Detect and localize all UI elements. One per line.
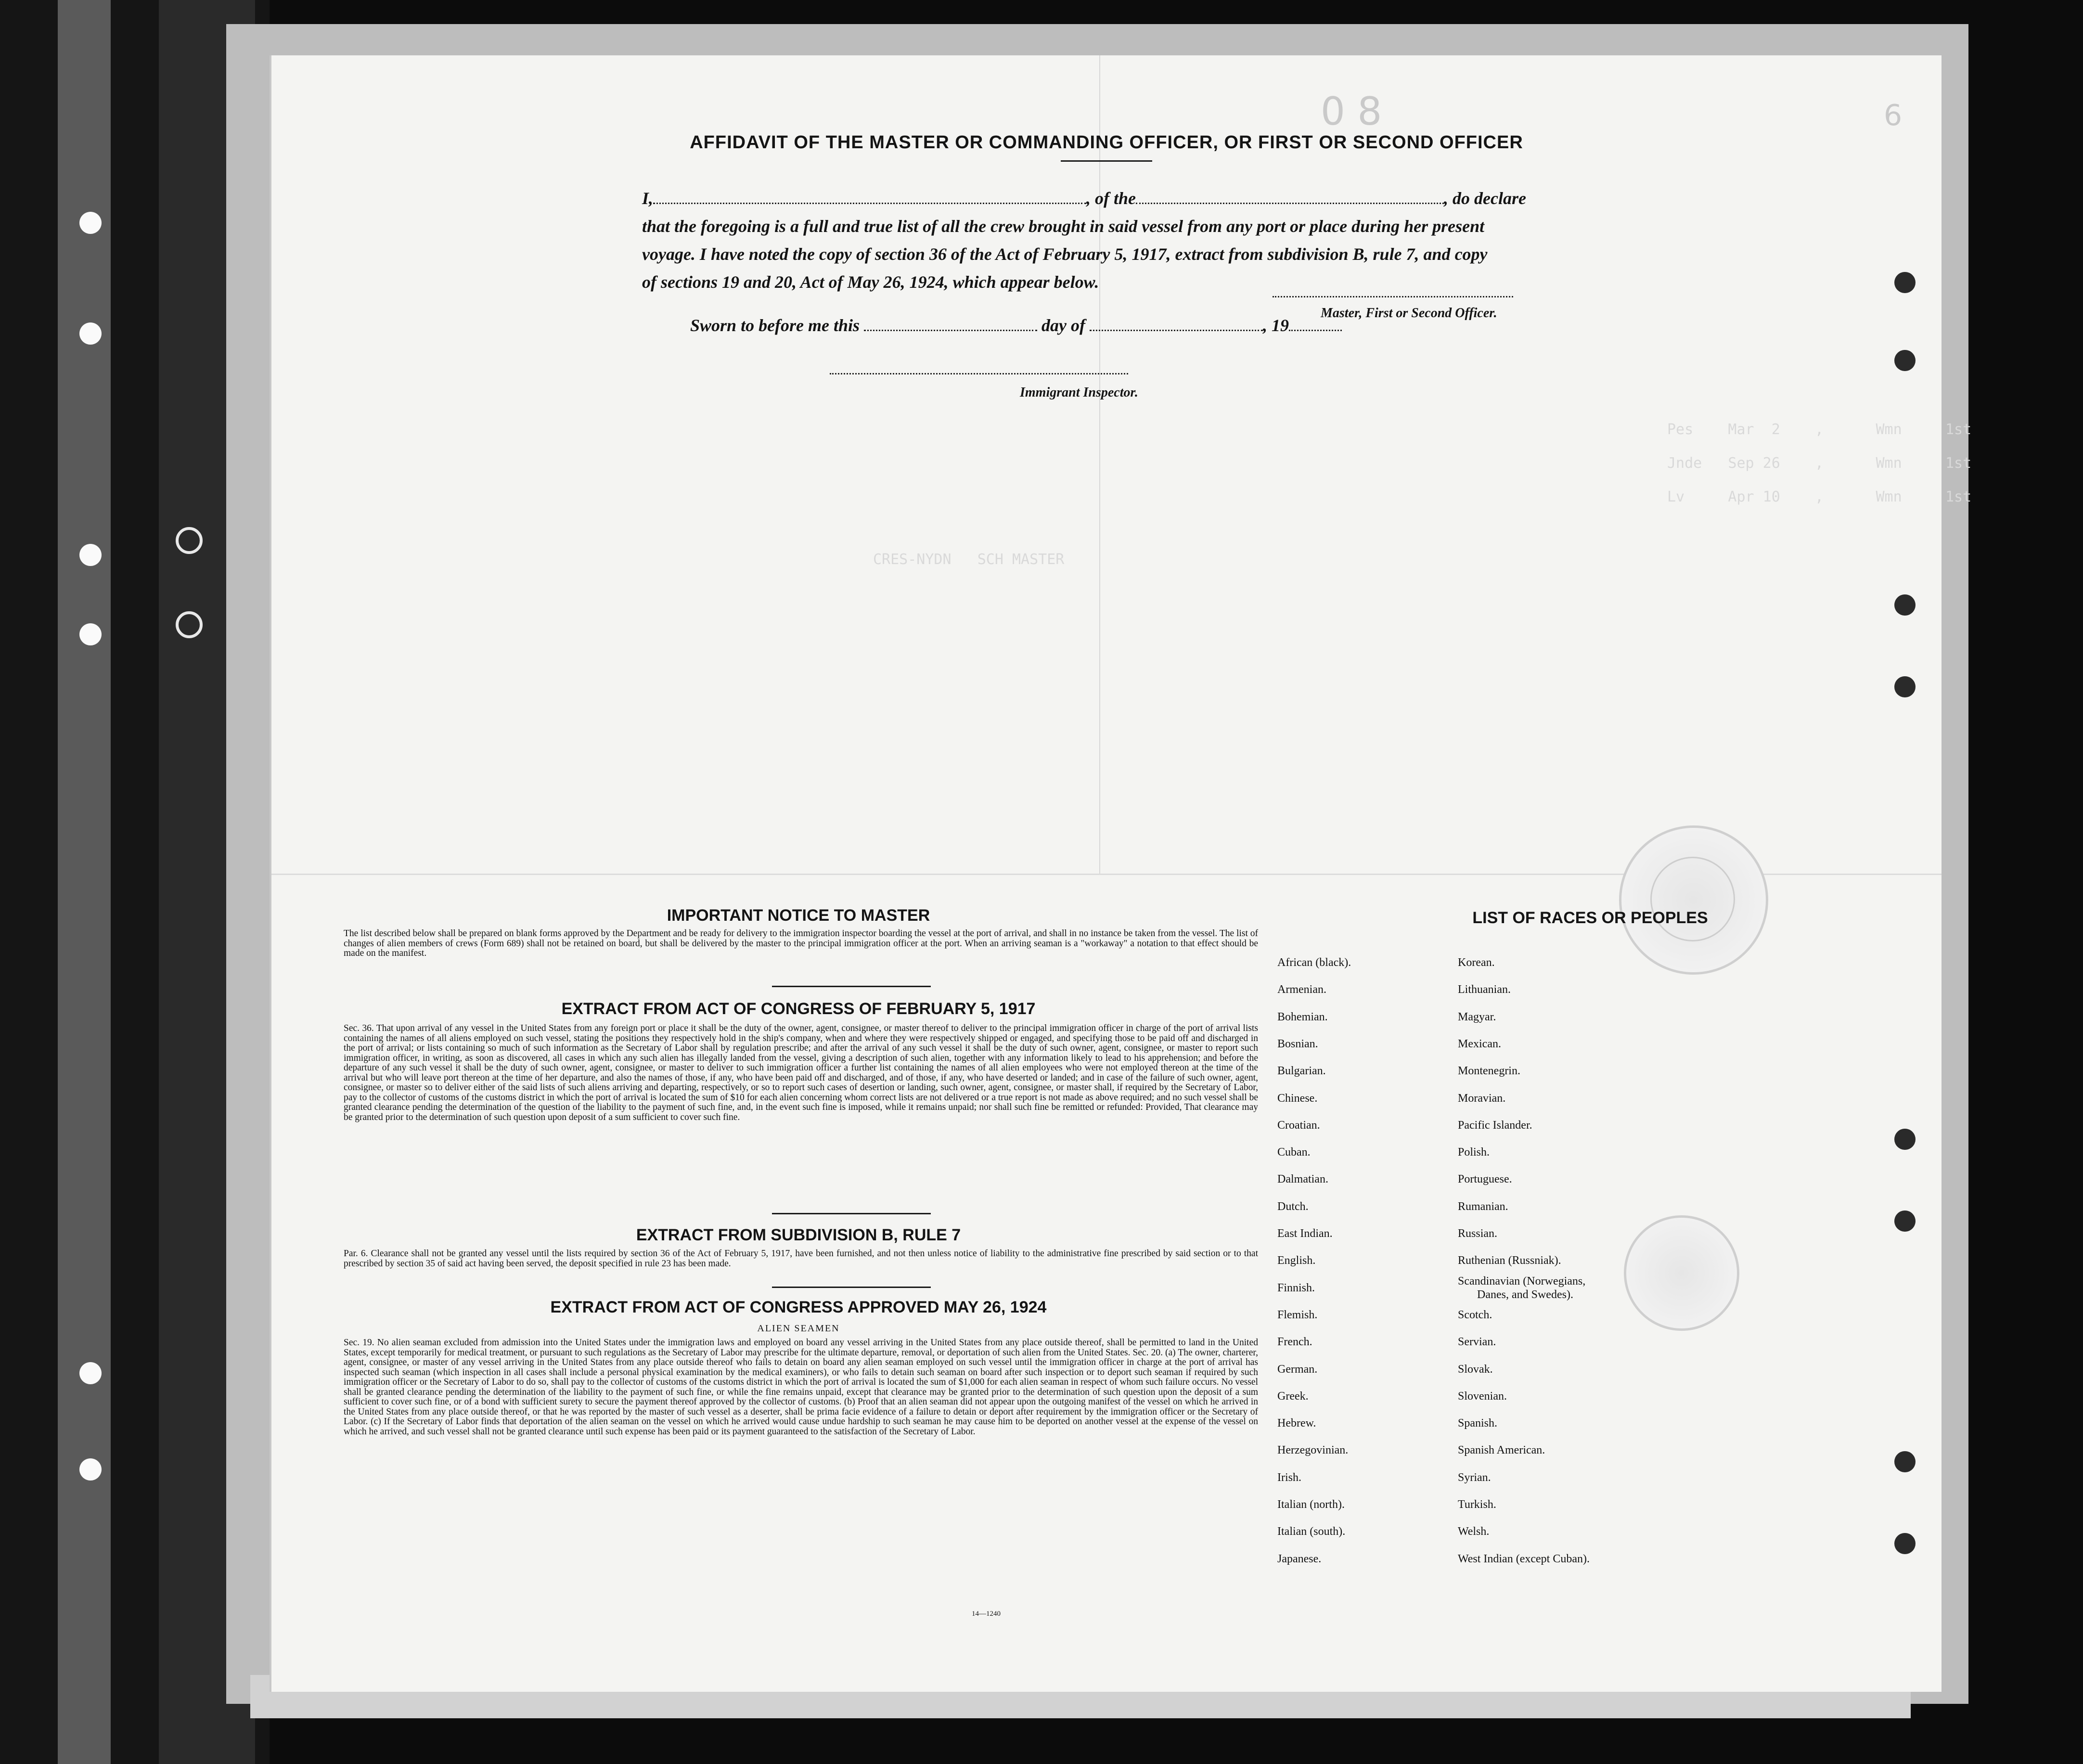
sworn-line [690, 315, 1342, 335]
race-item: West Indian (except Cuban). [1458, 1552, 1590, 1565]
sworn-day-blank[interactable] [864, 330, 1037, 331]
section-rule [772, 1287, 931, 1288]
form-number: 14—1240 [972, 1610, 1001, 1618]
race-item: Turkish. [1458, 1498, 1496, 1511]
race-item: Polish. [1458, 1146, 1490, 1159]
punch-hole [1894, 350, 1916, 371]
rule7-title: EXTRACT FROM SUBDIVISION B, RULE 7 [636, 1226, 961, 1244]
race-item: Armenian. [1277, 983, 1326, 996]
binder-hole [79, 322, 102, 345]
race-item: Rumanian. [1458, 1200, 1508, 1213]
binder-strip [58, 0, 111, 1764]
race-item: Pacific Islander. [1458, 1119, 1532, 1132]
vessel-blank[interactable] [1136, 203, 1444, 204]
affidavit-title: AFFIDAVIT OF THE MASTER OR COMMANDING OFFICER, OR FIRST OR SECOND OFFICER [690, 132, 1523, 153]
race-item: Italian (south). [1277, 1525, 1346, 1538]
notice-title: IMPORTANT NOTICE TO MASTER [667, 906, 930, 925]
declaration-line1-c: , do declare [1444, 189, 1526, 208]
name-blank[interactable] [653, 203, 1086, 204]
race-item: Magyar. [1458, 1010, 1496, 1023]
race-item: Syrian. [1458, 1471, 1491, 1484]
extract-1924-text: Sec. 19. No alien seaman excluded from admission into the United States under the immigration laws and employed on board any vessel arriving in the United States from any place outside thereof, shall be permitted to land in the United States, except temporarily for medical treatment, or pursuant to such regulations as the Secretary of Labor may prescribe for the ultimate departure, removal, or deportation of such alien from the United States. Sec. 20. (a) The owner, charterer, agent, consignee, or master of any vessel arriving in the United States from any place outside thereof who fails to detain on board any alien seaman employed on such vessel until the immigration officer in charge at the port of arrival has inspected such seaman (which inspection in all cases shall include a personal physical examination by the medical examiners), or who fails to detain such seaman on board after such inspection or to deport such seaman if required by such immigration officer or the Secretary of Labor to do so, shall pay to the collector of customs of the customs district in which the port of arrival is located the sum of $1,000 for each alien seaman in respect of whom such failure occurs. No vessel shall be granted clearance pending the determination of the liability to the payment of such fine, or while the fine remains unpaid, except that clearance may be granted prior to the determination of such question upon the deposit of a sum sufficient to cover such fine, or of a bond with sufficient surety to secure the payment thereof approved by the collector of customs. (b) Proof that an alien seaman did not appear upon the outgoing manifest of the vessel on which he arrived in the United States from any place outside thereof, or that he was reported by the master of such vessel as a deserter, shall be prima facie evidence of a failure to detain or deport after requirement by the immigration officer or the Secretary of Labor. (c) If the Secretary of Labor finds that deportation of the alien seaman on the vessel on which he arrived would cause undue hardship to such seaman he may cause him to be deported on another vessel at the expense of the vessel on which he arrived, and such vessel shall not be granted clearance until such expense has been paid or its payment guaranteed to the satisfaction of the Secretary of Labor. [344, 1338, 1258, 1437]
races-title: LIST OF RACES OR PEOPLES [1472, 909, 1708, 927]
race-item: Spanish. [1458, 1417, 1498, 1430]
race-item: Servian. [1458, 1336, 1496, 1349]
race-item: Bosnian. [1277, 1037, 1318, 1050]
race-item: Spanish American. [1458, 1444, 1545, 1457]
handwritten-mark: 6 [1884, 99, 1903, 132]
punch-hole [1894, 1533, 1916, 1554]
race-item: Russian. [1458, 1227, 1498, 1240]
race-item: French. [1277, 1336, 1312, 1349]
race-item: Portuguese. [1458, 1173, 1512, 1186]
binder-ring [176, 527, 203, 554]
race-item: Croatian. [1277, 1119, 1320, 1132]
notice-text: The list described below shall be prepared on blank forms approved by the Department and be ready for delivery to the immigration inspector boarding the vessel at the port of arrival, and shall in no instance be taken from the vessel. The list of changes of alien members of crews (Form 689) shall not be retained on board, but shall be delivered by the master to the principal immigration officer at the port. When an arriving seaman is a "workaway" a notation to that effect should be made on the manifest. [344, 928, 1258, 958]
bleed-through-text: Pes Mar 2 , Wmn 1st [1667, 421, 1972, 438]
race-item: Chinese. [1277, 1092, 1318, 1105]
sworn-text-a: Sworn to before me this [690, 316, 860, 335]
extract-1917-title: EXTRACT FROM ACT OF CONGRESS OF FEBRUARY 5, 1917 [561, 1000, 1036, 1018]
sworn-text-b: day of [1042, 316, 1086, 335]
declaration-line1-b: , of the [1086, 189, 1136, 208]
race-item-continuation: Danes, and Swedes). [1477, 1288, 1573, 1301]
master-signature-line[interactable] [1273, 296, 1513, 297]
race-item: Dalmatian. [1277, 1173, 1328, 1186]
race-item: Ruthenian (Russniak). [1458, 1254, 1561, 1267]
bleed-through-text: Lv Apr 10 , Wmn 1st [1667, 489, 1972, 505]
title-rule [1061, 160, 1152, 162]
race-item: Finnish. [1277, 1281, 1315, 1294]
race-item: Irish. [1277, 1471, 1301, 1484]
race-item: Welsh. [1458, 1525, 1490, 1538]
race-item: Hebrew. [1277, 1417, 1316, 1430]
binder-hole [79, 623, 102, 645]
seal-stamp [1624, 1215, 1739, 1331]
declaration-text [642, 184, 1836, 296]
binder-hole [79, 1458, 102, 1481]
race-item: Korean. [1458, 956, 1495, 969]
punch-hole [1894, 1210, 1916, 1232]
punch-hole [1894, 676, 1916, 697]
document-page [270, 55, 1972, 1692]
race-item: English. [1277, 1254, 1316, 1267]
race-item: Japanese. [1277, 1552, 1322, 1565]
race-item: Cuban. [1277, 1146, 1311, 1159]
punch-hole [1894, 594, 1916, 616]
race-item: Scandinavian (Norwegians, [1458, 1275, 1586, 1288]
sworn-year-blank[interactable] [1289, 330, 1342, 331]
handwritten-mark: 0 8 [1321, 89, 1382, 134]
sworn-month-blank[interactable] [1090, 330, 1263, 331]
punch-hole [1894, 272, 1916, 293]
race-item: Bulgarian. [1277, 1065, 1326, 1078]
race-item: East Indian. [1277, 1227, 1333, 1240]
section-rule [772, 986, 931, 987]
declaration-line4: of sections 19 and 20, Act of May 26, 1924, which appear below. [642, 272, 1099, 292]
rule7-text: Par. 6. Clearance shall not be granted any vessel until the lists required by section 36 of the Act of February 5, 1917, have been furnished, and not then unless notice of liability to the administrative fine prescribed by said section or to that prescribed by section 35 of said act having been served, the deposit specified in rule 23 has been made. [344, 1249, 1258, 1269]
punch-hole [1894, 1129, 1916, 1150]
binder-hole [79, 544, 102, 566]
race-item: Flemish. [1277, 1308, 1318, 1321]
race-item: Bohemian. [1277, 1010, 1328, 1023]
race-item: African (black). [1277, 956, 1351, 969]
fold-crease [1099, 55, 1100, 874]
binder-hole [79, 212, 102, 234]
race-item: German. [1277, 1363, 1318, 1376]
extract-1924-title: EXTRACT FROM ACT OF CONGRESS APPROVED MAY 26, 1924 [550, 1298, 1047, 1316]
extract-1917-text: Sec. 36. That upon arrival of any vessel in the United States from any foreign port or place it shall be the duty of the owner, agent, consignee, or master thereof to deliver to the principal immigration officer in charge of the port of arrival lists containing the names of all aliens employed on such vessel, stating the positions they respectively hold in the ship's company, when and where they were respectively shipped or engaged, and specifying those to be paid off and discharged in the port of arrival; or lists containing so much of such information as the Secretary of Labor shall by regulation prescribe; and after the arrival of any such vessel it shall be the duty of such owner, agent, consignee, or master to report such immigration officer, in writing, as soon as discovered, all cases in which any such alien has illegally landed from the vessel, giving a description of such alien, together with any information likely to lead to his apprehension; and before the departure of any such vessel it shall be the duty of such owner, agent, consignee, or master to deliver to such immigration officer a further list containing the names of all alien employees who were not employed thereon at the time of the arrival but who will leave port thereon at the time of her departure, and also the names of those, if any, who have been paid off and discharged, and of those, if any, who have deserted or landed; and in case of the failure of such owner, agent, consignee, or master so to deliver either of the said lists of such aliens arriving and departing, respectively, or so to report such cases of desertion or landing, such owner, agent, consignee, or master shall, if required by the Secretary of Labor, pay to the collector of customs of the customs district in which the port of arrival is located the sum of $10 for each alien concerning whom correct lists are not delivered or a true report is not made as above required; and no such vessel shall be granted clearance pending the determination of the question of the liability to the payment of such fine, and, in the event such fine is imposed, while it remains unpaid; nor shall such fine be remitted or refunded: Provided, That clearance may be granted prior to the determination of such question upon deposit of a sum sufficient to cover such fine. [344, 1023, 1258, 1122]
bleed-through-text: Jnde Sep 26 , Wmn 1st [1667, 455, 1972, 472]
race-item: Montenegrin. [1458, 1065, 1520, 1078]
declaration-line1-a: I, [642, 189, 654, 208]
declaration-line2: that the foregoing is a full and true list of all the crew brought in said vessel from any port or place during her present [642, 217, 1485, 236]
race-item: Lithuanian. [1458, 983, 1511, 996]
race-item: Herzegovinian. [1277, 1444, 1349, 1457]
race-item: Moravian. [1458, 1092, 1506, 1105]
race-item: Italian (north). [1277, 1498, 1345, 1511]
binder-hole [79, 1362, 102, 1384]
punch-hole [1894, 1451, 1916, 1472]
alien-seamen-subhead: ALIEN SEAMEN [757, 1323, 840, 1334]
race-item: Scotch. [1458, 1308, 1492, 1321]
bleed-through-text: CRES-NYDN SCH MASTER [873, 551, 1065, 568]
race-item: Slovak. [1458, 1363, 1493, 1376]
race-item: Mexican. [1458, 1037, 1501, 1050]
race-item: Greek. [1277, 1390, 1309, 1403]
inspector-signature-line[interactable] [830, 373, 1128, 374]
inspector-caption: Immigrant Inspector. [1020, 385, 1138, 400]
section-rule [772, 1213, 931, 1214]
sworn-text-c: , 19 [1263, 316, 1289, 335]
race-item: Dutch. [1277, 1200, 1309, 1213]
race-item: Slovenian. [1458, 1390, 1507, 1403]
declaration-line3: voyage. I have noted the copy of section 36 of the Act of February 5, 1917, extract from subdivision B, rule 7, and copy [642, 245, 1488, 264]
seal-stamp [1619, 825, 1768, 975]
master-caption: Master, First or Second Officer. [1321, 306, 1497, 321]
binder-ring [176, 611, 203, 638]
